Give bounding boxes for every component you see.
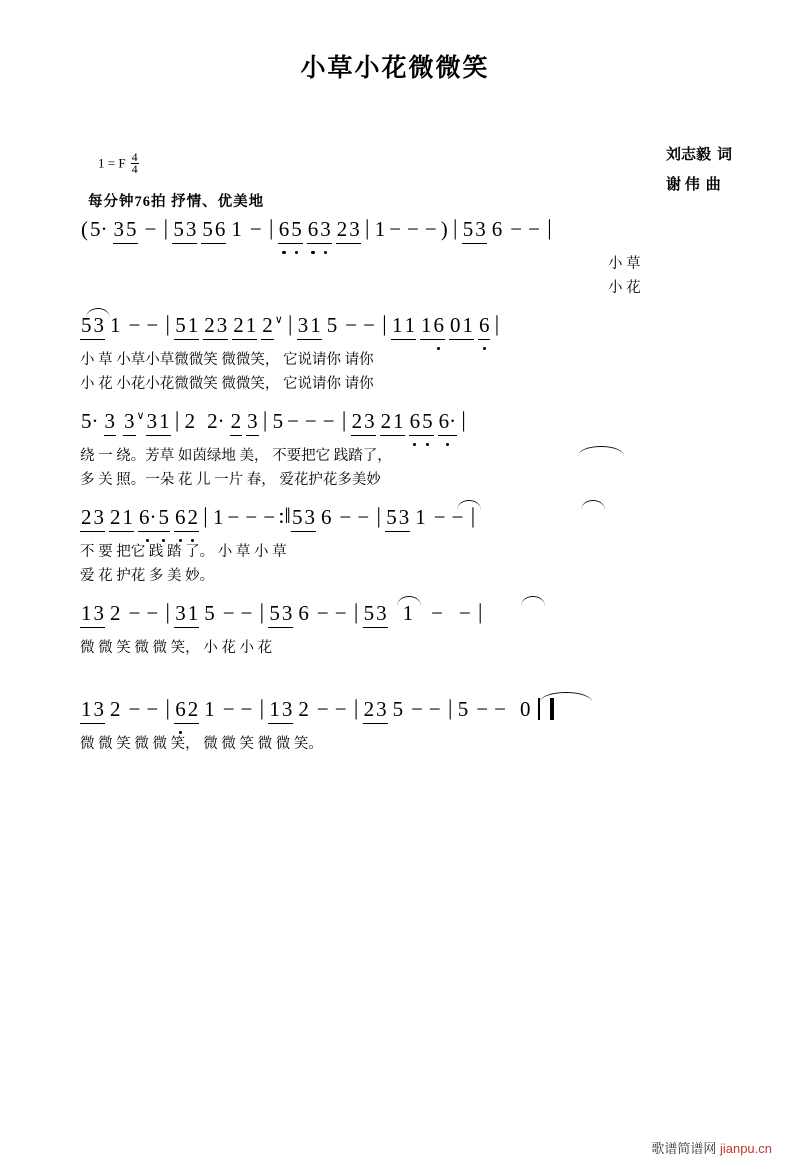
barline: | bbox=[382, 311, 387, 336]
note: − bbox=[424, 217, 437, 241]
note: 3 bbox=[398, 505, 411, 532]
note: 5 bbox=[421, 409, 434, 436]
barline: | bbox=[470, 503, 476, 528]
note: 2 bbox=[232, 313, 245, 340]
note: 1 bbox=[309, 313, 322, 340]
note: ( bbox=[81, 217, 88, 241]
note: 0 bbox=[519, 697, 531, 721]
tempo-marking: 每分钟76拍 抒情、优美地 bbox=[88, 194, 265, 210]
note: − bbox=[128, 313, 141, 337]
note: − bbox=[249, 217, 262, 241]
note: 5 bbox=[392, 697, 404, 721]
note: 6 bbox=[491, 217, 503, 241]
note: 1 bbox=[402, 601, 414, 625]
note: 6· bbox=[138, 505, 158, 532]
note: − bbox=[240, 601, 253, 625]
note: 2 bbox=[363, 697, 376, 724]
note: − bbox=[510, 217, 523, 241]
note: 6 bbox=[478, 313, 491, 340]
note: 2 bbox=[187, 697, 200, 724]
music-score bbox=[0, 216, 790, 792]
lyric-line-2: 小 花 小花小花微微笑 微微笑， 它说请你 请你 bbox=[80, 376, 374, 392]
note: − bbox=[528, 217, 540, 241]
note: 6· bbox=[438, 409, 458, 436]
note: 1 bbox=[392, 409, 405, 436]
barline: | bbox=[376, 503, 381, 528]
note: 3 bbox=[93, 697, 106, 724]
barline: | bbox=[341, 407, 347, 432]
note: 2 bbox=[351, 409, 364, 436]
barline: | bbox=[165, 311, 170, 336]
note: 2 bbox=[298, 697, 309, 721]
note: − bbox=[128, 601, 141, 625]
barline: | bbox=[547, 215, 552, 240]
barline: | bbox=[259, 599, 265, 624]
lyricist-line bbox=[666, 140, 732, 170]
note: 3 bbox=[319, 217, 332, 244]
note: 2 bbox=[380, 409, 393, 436]
note: − bbox=[316, 601, 329, 625]
note: 1 bbox=[80, 601, 93, 628]
sheet-music-page bbox=[0, 48, 790, 1167]
note: 2 bbox=[110, 601, 121, 625]
note: − bbox=[433, 505, 446, 529]
note: − bbox=[316, 697, 329, 721]
time-signature-numerator: 4 bbox=[131, 150, 138, 164]
system-1 bbox=[0, 216, 790, 312]
note: 1 bbox=[461, 313, 474, 340]
time-signature bbox=[131, 152, 139, 175]
note: − bbox=[263, 505, 276, 529]
note: 5 bbox=[125, 217, 138, 244]
note: − bbox=[363, 313, 375, 337]
system-3 bbox=[0, 408, 790, 504]
note: 2 bbox=[110, 697, 121, 721]
note: 2 bbox=[187, 505, 200, 532]
lyric-line-1: 小 草 小草小草微微笑 微微笑， 它说请你 请你 bbox=[80, 352, 374, 368]
note: 3 bbox=[281, 601, 294, 628]
note: 5 bbox=[158, 505, 171, 532]
note: − bbox=[128, 697, 141, 721]
note: − bbox=[334, 601, 347, 625]
note: 5 bbox=[385, 505, 398, 532]
barline: | bbox=[268, 215, 274, 240]
note: 5 bbox=[268, 601, 281, 628]
note: 1 bbox=[187, 601, 200, 628]
barline: | bbox=[165, 695, 170, 720]
time-signature-denominator: 4 bbox=[131, 162, 138, 176]
system-6 bbox=[0, 696, 790, 792]
breath-mark: ∨ bbox=[136, 410, 145, 422]
note: − bbox=[240, 697, 253, 721]
note: 3 bbox=[123, 409, 136, 436]
note: 3 bbox=[281, 697, 294, 724]
note: − bbox=[411, 697, 423, 721]
note: 3 bbox=[375, 601, 388, 628]
notation-line bbox=[80, 696, 750, 730]
barline: | bbox=[203, 503, 208, 528]
note: − bbox=[407, 217, 419, 241]
note: − bbox=[339, 505, 352, 529]
note: 3 bbox=[93, 313, 106, 340]
note: 1 bbox=[391, 313, 404, 340]
note: 0 bbox=[449, 313, 462, 340]
note: − bbox=[304, 409, 317, 433]
note: − bbox=[345, 313, 358, 337]
note: 6 bbox=[307, 217, 320, 244]
lyric-line-2: 爱 花 护花 多 美 妙。 bbox=[80, 568, 215, 584]
barline: | bbox=[353, 599, 359, 624]
watermark bbox=[651, 1138, 772, 1157]
barline: | bbox=[453, 215, 458, 240]
note: 5 bbox=[326, 313, 338, 337]
note: 3 bbox=[246, 409, 259, 436]
note: 1 bbox=[122, 505, 135, 532]
note: 1 bbox=[231, 217, 242, 241]
note: − bbox=[428, 697, 441, 721]
note: 3 bbox=[93, 505, 106, 532]
system-2 bbox=[0, 312, 790, 408]
note: 6 bbox=[174, 697, 187, 724]
note: 5 bbox=[201, 217, 214, 244]
note: 6 bbox=[432, 313, 445, 340]
note: 2 bbox=[336, 217, 349, 244]
credits-block bbox=[666, 140, 732, 200]
repeat-barline: :‖ bbox=[278, 503, 291, 528]
note: − bbox=[431, 601, 443, 625]
barline: | bbox=[165, 599, 170, 624]
key-signature bbox=[98, 150, 139, 176]
note: − bbox=[144, 217, 157, 241]
notation-line bbox=[80, 312, 750, 346]
notation-line bbox=[80, 216, 750, 250]
note: 6 bbox=[214, 217, 227, 244]
note: 5 bbox=[172, 217, 185, 244]
barline: | bbox=[494, 311, 500, 336]
notation-line bbox=[80, 504, 750, 538]
lyric-line-1: 不 要 把它 践 踏 了。 小 草 小 草 bbox=[80, 544, 287, 560]
note: − bbox=[334, 697, 347, 721]
barline: | bbox=[448, 695, 453, 720]
lyricist-role: 词 bbox=[716, 147, 732, 163]
note: 1 bbox=[204, 697, 215, 721]
note: 3 bbox=[185, 217, 198, 244]
lyric-line-1: 微 微 笑 微 微 笑， 微 微 笑 微 微 笑。 bbox=[80, 736, 323, 752]
watermark-site-url: jianpu.cn bbox=[719, 1141, 772, 1156]
note: 5 bbox=[291, 505, 304, 532]
note: 1 bbox=[158, 409, 171, 436]
barline: | bbox=[478, 599, 483, 624]
note: 3 bbox=[297, 313, 310, 340]
barline: | bbox=[353, 695, 359, 720]
barline: | bbox=[259, 695, 265, 720]
lyric-line-1: 微 微 笑 微 微 笑， 小 花 小 花 bbox=[80, 640, 273, 656]
note: 3 bbox=[93, 601, 106, 628]
note: 5· bbox=[90, 217, 108, 241]
composer-line bbox=[666, 170, 732, 200]
lyric-line-2: 多 关 照。一朵 花 儿 一片 春， 爱花护花多美妙 bbox=[80, 472, 381, 488]
note: 1 bbox=[268, 697, 281, 724]
note: 5 bbox=[204, 601, 215, 625]
note: 2 bbox=[80, 505, 93, 532]
note: 6 bbox=[321, 505, 332, 529]
note: 1 bbox=[187, 313, 200, 340]
note: 5 bbox=[462, 217, 475, 244]
note: 5 bbox=[363, 601, 376, 628]
lyric-line-2: 小 花 bbox=[608, 280, 641, 296]
note: 1 bbox=[245, 313, 258, 340]
note: 1 bbox=[80, 697, 93, 724]
note: 1 bbox=[374, 217, 386, 241]
note: 2 bbox=[184, 409, 196, 433]
note: − bbox=[227, 505, 240, 529]
watermark-site-name: 歌谱简谱网 bbox=[651, 1141, 717, 1156]
note: 2 bbox=[203, 313, 216, 340]
note: 3 bbox=[104, 409, 117, 436]
note: 3 bbox=[375, 697, 388, 724]
barline: | bbox=[288, 311, 293, 336]
note: 2 bbox=[109, 505, 122, 532]
note: 2· bbox=[207, 409, 225, 433]
note: 6 bbox=[298, 601, 309, 625]
system-5 bbox=[0, 600, 790, 696]
note: − bbox=[146, 313, 159, 337]
note: 1 bbox=[403, 313, 416, 340]
lyric-line-1: 小 草 bbox=[608, 256, 641, 272]
note: 6 bbox=[174, 505, 187, 532]
note: 3 bbox=[304, 505, 317, 532]
key-label: 1 = F bbox=[98, 155, 126, 171]
note: − bbox=[357, 505, 370, 529]
note: 3 bbox=[174, 601, 187, 628]
note: 5 bbox=[272, 409, 284, 433]
note: 3 bbox=[348, 217, 361, 244]
composer-role: 曲 bbox=[705, 177, 721, 193]
note: − bbox=[389, 217, 402, 241]
barline: | bbox=[174, 407, 180, 432]
breath-mark: ∨ bbox=[274, 314, 283, 326]
note: ) bbox=[440, 217, 448, 241]
note: 5· bbox=[81, 409, 99, 433]
note: − bbox=[146, 601, 159, 625]
note: 2 bbox=[261, 313, 274, 340]
note: − bbox=[494, 697, 506, 721]
note: 6 bbox=[409, 409, 422, 436]
note: 1 bbox=[213, 505, 224, 529]
page-title: 小草小花微微笑 bbox=[300, 55, 490, 82]
note: − bbox=[245, 505, 258, 529]
note: − bbox=[287, 409, 299, 433]
note: − bbox=[222, 601, 235, 625]
note: − bbox=[458, 601, 471, 625]
note: 5 bbox=[80, 313, 93, 340]
note: 3 bbox=[113, 217, 126, 244]
note: 3 bbox=[474, 217, 487, 244]
note: 3 bbox=[146, 409, 159, 436]
note: − bbox=[222, 697, 235, 721]
note: 5 bbox=[290, 217, 303, 244]
barline: | bbox=[163, 215, 169, 240]
composer-name: 谢 伟 bbox=[665, 177, 700, 193]
barline: | bbox=[364, 215, 370, 240]
system-4 bbox=[0, 504, 790, 600]
note: 1 bbox=[415, 505, 426, 529]
note: − bbox=[322, 409, 335, 433]
note: 2 bbox=[230, 409, 243, 436]
lyricist-name: 刘志毅 bbox=[665, 147, 711, 163]
lyric-line-1: 绕 一 绕。芳草 如茵绿地 美， 不要把它 践踏了， bbox=[80, 448, 392, 464]
note: − bbox=[451, 505, 464, 529]
note: 1 bbox=[420, 313, 433, 340]
note: − bbox=[476, 697, 489, 721]
note: 5 bbox=[174, 313, 187, 340]
note: 3 bbox=[216, 313, 229, 340]
note: 3 bbox=[363, 409, 376, 436]
note: 5 bbox=[457, 697, 469, 721]
note: 1 bbox=[110, 313, 121, 337]
note: − bbox=[146, 697, 159, 721]
barline: | bbox=[262, 407, 268, 432]
note: 6 bbox=[278, 217, 291, 244]
barline: | bbox=[461, 407, 466, 432]
notation-line bbox=[80, 408, 750, 442]
